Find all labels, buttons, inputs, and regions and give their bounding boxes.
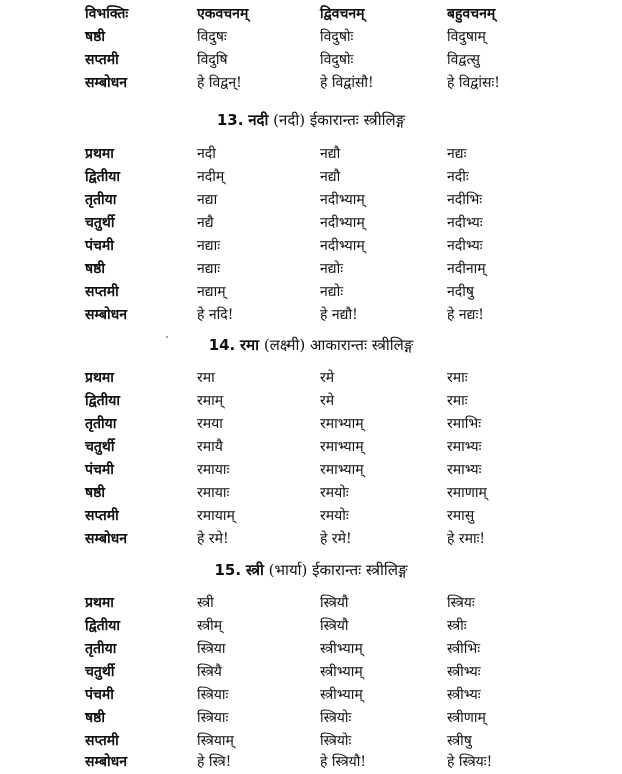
- case-label: तृतीया: [85, 192, 117, 208]
- plural-form: विदुषाम्: [447, 29, 486, 45]
- singular-form: नदी: [197, 146, 216, 162]
- section-word: नदी: [248, 111, 269, 129]
- singular-form: नद्याः: [197, 238, 221, 254]
- table-row: [0, 281, 622, 304]
- case-label: पंचमी: [85, 238, 114, 254]
- plural-form: नदीः: [447, 169, 469, 185]
- case-label: सप्तमी: [85, 733, 119, 749]
- case-label: चतुर्थी: [85, 664, 115, 680]
- singular-form: स्त्रियाः: [197, 687, 229, 703]
- plural-form: स्त्रीः: [447, 618, 467, 634]
- table-row: [0, 751, 622, 774]
- plural-form: विद्वत्सु: [447, 52, 480, 68]
- case-label: सम्बोधन: [85, 754, 128, 770]
- singular-form: हे स्त्रि!: [197, 754, 232, 770]
- table-row: [0, 143, 622, 166]
- singular-form: रमायाम्: [197, 508, 235, 524]
- singular-form: स्त्रियाः: [197, 710, 229, 726]
- section-number: 13.: [216, 111, 244, 129]
- dual-form: स्त्रीभ्याम्: [320, 664, 363, 680]
- plural-form: रमाभिः: [447, 416, 482, 432]
- header-ekavachanam: एकवचनम्: [197, 6, 249, 22]
- plural-form: रमाणाम्: [447, 485, 487, 501]
- dual-form: नद्यौ: [320, 169, 341, 185]
- singular-form: स्त्रिया: [197, 641, 226, 657]
- plural-form: स्त्रियः: [447, 595, 475, 611]
- table-row: [0, 459, 622, 482]
- section-word: स्त्री: [245, 561, 264, 579]
- singular-form: हे नदि!: [197, 307, 234, 323]
- section-description: ईकारान्तः स्त्रीलिङ्ग: [309, 111, 406, 129]
- dual-form: नदीभ्याम्: [320, 238, 365, 254]
- table-row: [0, 367, 622, 390]
- table-header-row: [0, 3, 622, 26]
- plural-form: नदीभिः: [447, 192, 483, 208]
- case-label: चतुर्थी: [85, 439, 115, 455]
- singular-form: नद्याम्: [197, 284, 226, 300]
- plural-form: हे नद्यः!: [447, 307, 484, 323]
- plural-form: नदीनाम्: [447, 261, 486, 277]
- section-heading-14: [0, 333, 622, 357]
- dual-form: रमे: [320, 370, 335, 386]
- dual-form: रमाभ्याम्: [320, 439, 364, 455]
- dual-form: नद्योः: [320, 261, 344, 277]
- singular-form: हे रमे!: [197, 531, 229, 547]
- plural-form: रमाः: [447, 370, 468, 386]
- singular-form: स्त्रियाम्: [197, 733, 234, 749]
- table-row: [0, 258, 622, 281]
- dual-form: हे रमे!: [320, 531, 352, 547]
- dual-form: हे नद्यौ!: [320, 307, 358, 323]
- table-row: [0, 638, 622, 661]
- case-label: द्वितीया: [85, 169, 121, 185]
- singular-form: रमा: [197, 370, 215, 386]
- table-row: [0, 189, 622, 212]
- plural-form: नदीभ्यः: [447, 238, 483, 254]
- section-number: 14.: [208, 336, 236, 354]
- plural-form: स्त्रीभ्यः: [447, 664, 481, 680]
- plural-form: हे रमाः!: [447, 531, 486, 547]
- case-label: द्वितीया: [85, 393, 121, 409]
- dual-form: स्त्रियोः: [320, 733, 352, 749]
- table-row: [0, 505, 622, 528]
- section-meaning: (लक्ष्मी): [263, 336, 306, 354]
- plural-form: नद्यः: [447, 146, 467, 162]
- header-dvivachanam: द्विवचनम्: [320, 6, 365, 22]
- singular-form: रमाम्: [197, 393, 224, 409]
- case-label: तृतीया: [85, 641, 117, 657]
- plural-form: रमासु: [447, 508, 475, 524]
- plural-form: स्त्रीणाम्: [447, 710, 486, 726]
- plural-form: हे स्त्रियः!: [447, 754, 493, 770]
- case-label: तृतीया: [85, 416, 117, 432]
- case-label: षष्ठी: [85, 261, 105, 277]
- dual-form: रमयोः: [320, 485, 349, 501]
- table-row: [0, 482, 622, 505]
- table-row: [0, 49, 622, 72]
- table-row: [0, 436, 622, 459]
- table-row: [0, 212, 622, 235]
- table-row: [0, 26, 622, 49]
- case-label: षष्ठी: [85, 485, 105, 501]
- plural-form: स्त्रीभ्यः: [447, 687, 481, 703]
- case-label: षष्ठी: [85, 710, 105, 726]
- singular-form: स्त्रियै: [197, 664, 222, 680]
- table-row: [0, 615, 622, 638]
- dual-form: रमाभ्याम्: [320, 462, 364, 478]
- dual-form: स्त्रियौ: [320, 618, 349, 634]
- case-label: पंचमी: [85, 462, 114, 478]
- plural-form: हे विद्वांसः!: [447, 75, 500, 91]
- dual-form: रमे: [320, 393, 335, 409]
- singular-form: विदुषः: [197, 29, 227, 45]
- dual-form: विदुषोः: [320, 29, 354, 45]
- section-heading-15: [0, 558, 622, 582]
- table-row: [0, 166, 622, 189]
- case-label: प्रथमा: [85, 595, 114, 611]
- section-number: 15.: [214, 561, 242, 579]
- singular-form: रमायै: [197, 439, 223, 455]
- dual-form: स्त्रियौ: [320, 595, 349, 611]
- table-row: [0, 304, 622, 327]
- singular-form: नद्याः: [197, 261, 221, 277]
- plural-form: नदीषु: [447, 284, 474, 300]
- singular-form: स्त्रीम्: [197, 618, 223, 634]
- case-label: प्रथमा: [85, 370, 114, 386]
- section-meaning: (नदी): [273, 111, 306, 129]
- table-row: [0, 730, 622, 753]
- plural-form: स्त्रीषु: [447, 733, 472, 749]
- section-word: रमा: [240, 336, 260, 354]
- dual-form: स्त्रियोः: [320, 710, 352, 726]
- case-label: प्रथमा: [85, 146, 114, 162]
- plural-form: रमाः: [447, 393, 468, 409]
- dual-form: हे विद्वांसौ!: [320, 75, 374, 91]
- section-meaning: (भार्या): [268, 561, 308, 579]
- table-row: [0, 661, 622, 684]
- header-vibhakti: विभक्तिः: [85, 6, 129, 22]
- case-label: सप्तमी: [85, 284, 119, 300]
- table-row: [0, 413, 622, 436]
- case-label: पंचमी: [85, 687, 114, 703]
- section-description: ईकारान्तः स्त्रीलिङ्ग: [312, 561, 408, 579]
- plural-form: स्त्रीभिः: [447, 641, 481, 657]
- singular-form: रमायाः: [197, 462, 230, 478]
- dual-form: रमयोः: [320, 508, 349, 524]
- dual-form: नद्योः: [320, 284, 344, 300]
- table-row: [0, 390, 622, 413]
- case-label: द्वितीया: [85, 618, 121, 634]
- dual-form: हे स्त्रियौ!: [320, 754, 367, 770]
- singular-form: नद्यै: [197, 215, 214, 231]
- case-label: चतुर्थी: [85, 215, 115, 231]
- plural-form: नदीभ्यः: [447, 215, 483, 231]
- dual-form: नद्यौ: [320, 146, 341, 162]
- plural-form: रमाभ्यः: [447, 439, 482, 455]
- table-row: [0, 72, 622, 95]
- table-row: [0, 528, 622, 551]
- table-row: [0, 684, 622, 707]
- section-description: आकारान्तः स्त्रीलिङ्ग: [310, 336, 414, 354]
- table-row: [0, 235, 622, 258]
- singular-form: रमायाः: [197, 485, 230, 501]
- dual-form: स्त्रीभ्याम्: [320, 641, 363, 657]
- case-label: षष्ठी: [85, 29, 105, 45]
- table-row: [0, 707, 622, 730]
- singular-form: विदुषि: [197, 52, 228, 68]
- table-row: [0, 592, 622, 615]
- singular-form: हे विद्वन्!: [197, 75, 242, 91]
- case-label: सप्तमी: [85, 52, 119, 68]
- plural-form: रमाभ्यः: [447, 462, 482, 478]
- case-label: सप्तमी: [85, 508, 119, 524]
- case-label: सम्बोधन: [85, 75, 128, 91]
- dual-form: नदीभ्याम्: [320, 215, 365, 231]
- dual-form: रमाभ्याम्: [320, 416, 364, 432]
- case-label: सम्बोधन: [85, 531, 128, 547]
- singular-form: रमया: [197, 416, 223, 432]
- singular-form: स्त्री: [197, 595, 214, 611]
- dual-form: नदीभ्याम्: [320, 192, 365, 208]
- header-bahuvachanam: बहुवचनम्: [447, 6, 496, 22]
- dual-form: स्त्रीभ्याम्: [320, 687, 363, 703]
- dual-form: विदुषोः: [320, 52, 354, 68]
- section-heading-13: [0, 108, 622, 132]
- case-label: सम्बोधन: [85, 307, 128, 323]
- singular-form: नदीम्: [197, 169, 225, 185]
- singular-form: नद्या: [197, 192, 218, 208]
